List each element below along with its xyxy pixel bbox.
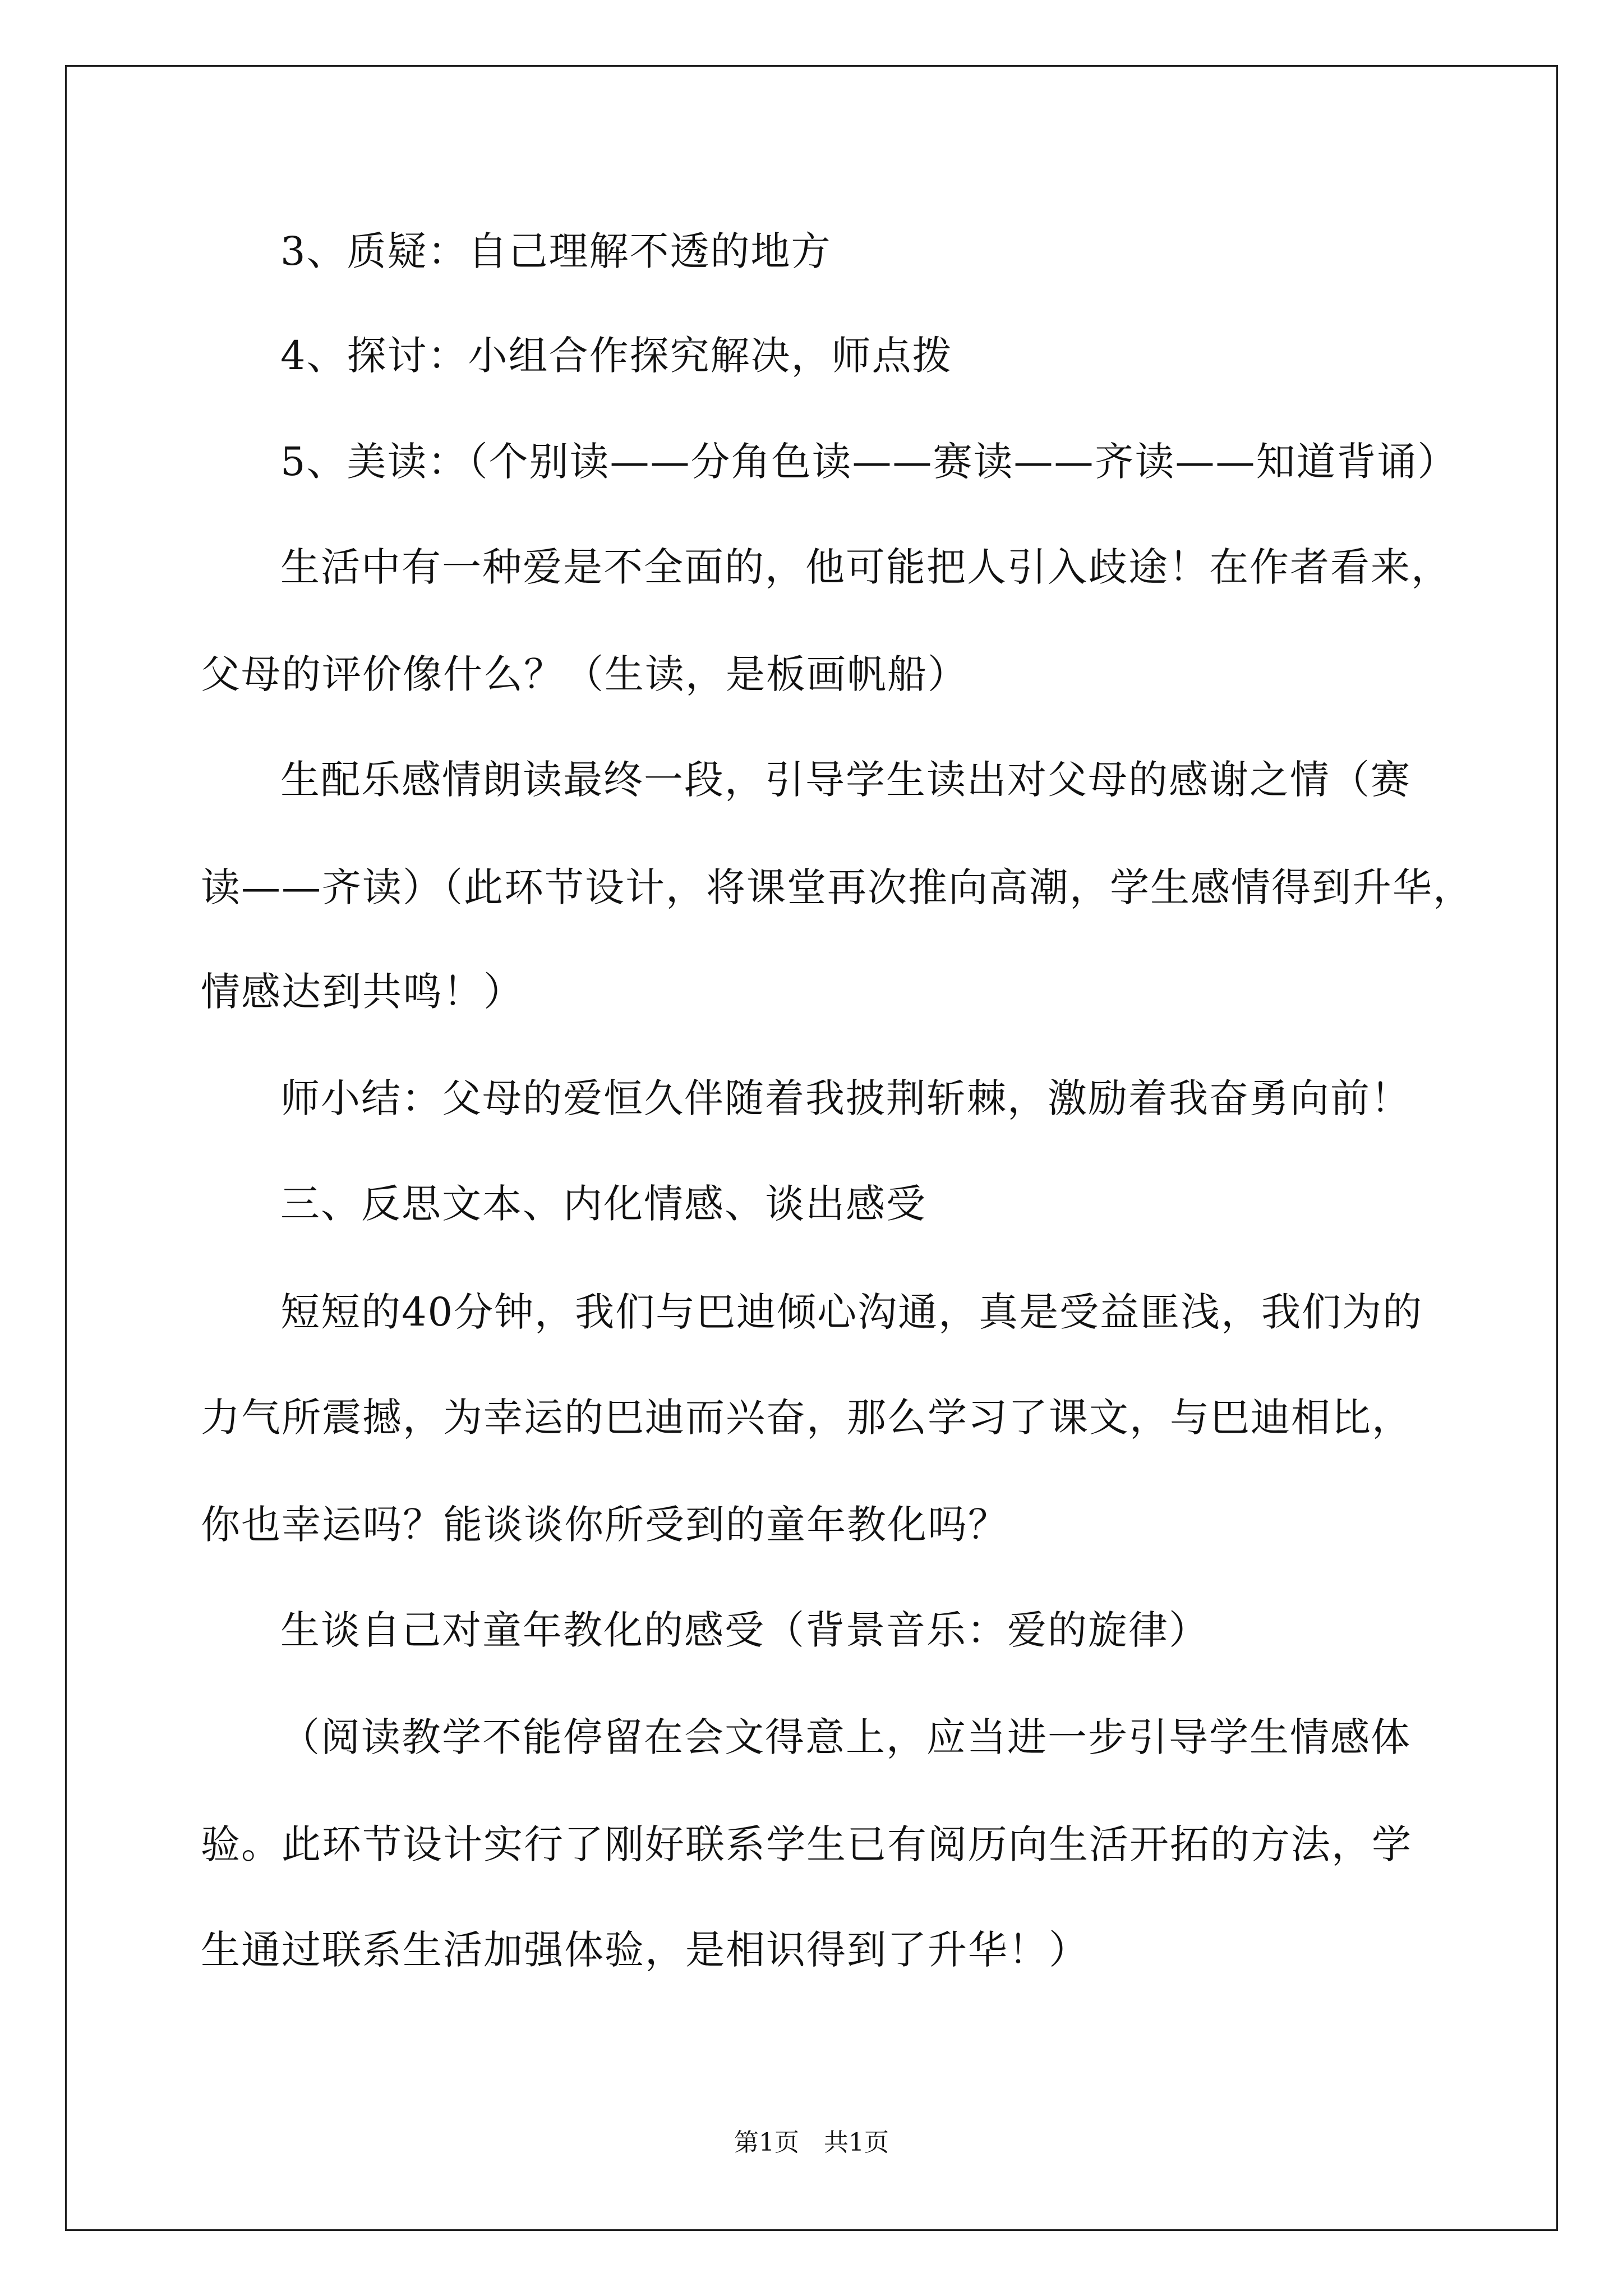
paragraph-line: 短短的40分钟，我们与巴迪倾心沟通，真是受益匪浅，我们为的	[280, 1289, 1423, 1335]
paragraph-line: 生通过联系生活加强体验，是相识得到了升华！）	[201, 1927, 1089, 1973]
paragraph-line: 生配乐感情朗读最终一段，引导学生读出对父母的感谢之情（赛	[280, 757, 1411, 803]
paragraph-line: 生活中有一种爱是不全面的，他可能把人引入歧途！在作者看来，	[280, 544, 1451, 590]
paragraph-line: 师小结：父母的爱恒久伴随着我披荆斩棘，激励着我奋勇向前！	[280, 1075, 1411, 1121]
paragraph-line: 情感达到共鸣！）	[201, 969, 524, 1015]
paragraph-line: 生谈自己对童年教化的感受（背景音乐：爱的旋律）	[280, 1607, 1209, 1653]
paragraph-line: 读——齐读）（此环节设计，将课堂再次推向高潮，学生感情得到升华，	[201, 864, 1473, 910]
section-heading: 三、反思文本、内化情感、谈出感受	[280, 1181, 926, 1227]
paragraph-line: 5、美读：（个别读——分角色读——赛读——齐读——知道背诵）	[280, 439, 1458, 485]
paragraph-line: 父母的评价像什么？（生读，是板画帆船）	[201, 651, 968, 697]
paragraph-line: 力气所震撼，为幸运的巴迪而兴奋，那么学习了课文，与巴迪相比，	[201, 1395, 1412, 1441]
page-border	[65, 65, 1558, 2231]
paragraph-line: 你也幸运吗？能谈谈你所受到的童年教化吗？	[201, 1502, 1008, 1548]
paragraph-line: 验。此环节设计实行了刚好联系学生已有阅历向生活开拓的方法，学	[201, 1821, 1412, 1867]
paragraph-line: （阅读教学不能停留在会文得意上，应当进一步引导学生情感体	[280, 1714, 1411, 1760]
paragraph-line: 3、质疑：自己理解不透的地方	[280, 228, 832, 274]
page-footer: 第1页 共1页	[734, 2128, 889, 2157]
paragraph-line: 4、探讨：小组合作探究解决，师点拨	[280, 333, 953, 379]
